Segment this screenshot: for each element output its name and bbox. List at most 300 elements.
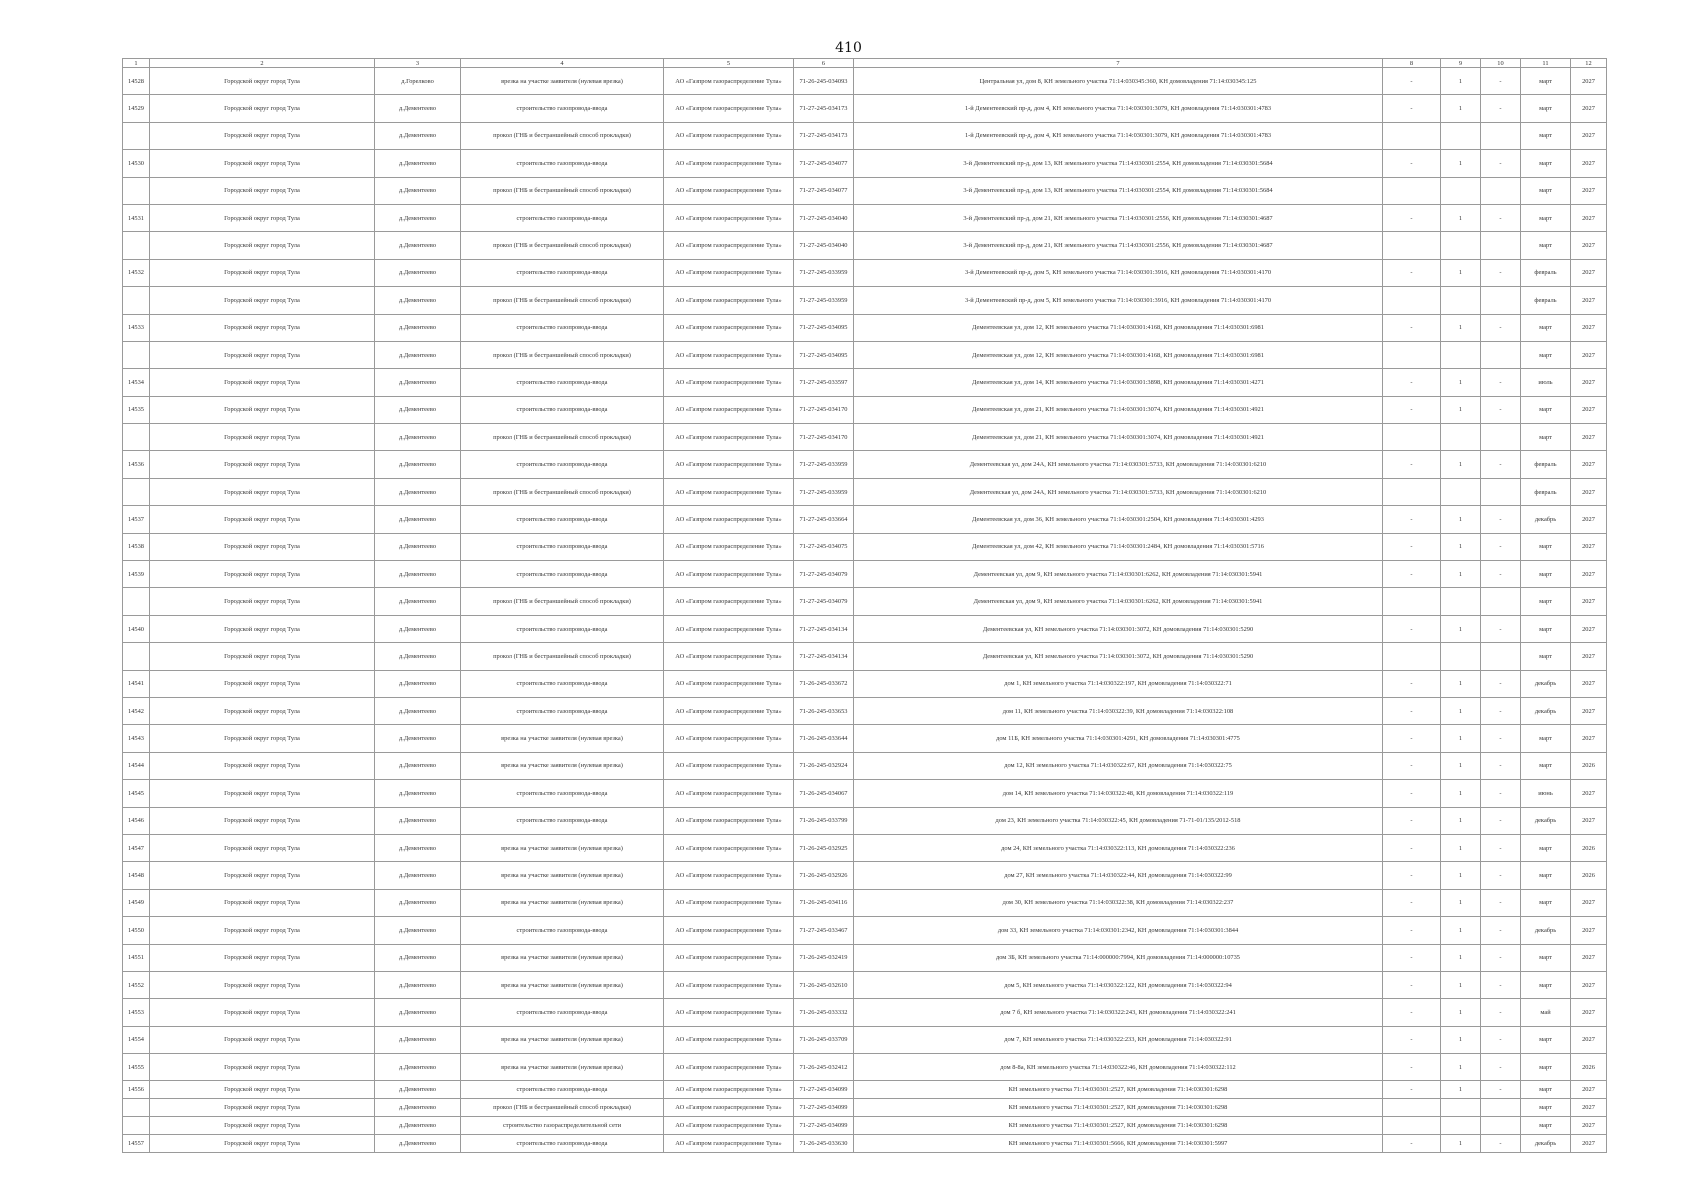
table-cell: Дементеевская ул, дом 21, КН земельного участка 71:14:030301:3074, КН домовладения 71:14:030301:4921 bbox=[854, 396, 1383, 423]
table-cell: Городской округ город Тула bbox=[150, 752, 375, 779]
table-cell bbox=[1383, 341, 1441, 368]
table-cell: - bbox=[1383, 725, 1441, 752]
table-cell: - bbox=[1481, 944, 1521, 971]
table-row bbox=[123, 1054, 1607, 1081]
table-cell: 71-26-245-034067 bbox=[794, 780, 854, 807]
table-row bbox=[123, 232, 1607, 259]
table-cell: 1-й Дементеевский пр-д, дом 4, КН земельного участка 71:14:030301:3079, КН домовладения 71:14:030301:4783 bbox=[854, 122, 1383, 149]
column-header: 5 bbox=[664, 59, 794, 68]
table-cell: 71-26-245-032924 bbox=[794, 752, 854, 779]
table-row bbox=[123, 588, 1607, 615]
table-cell: 2027 bbox=[1571, 506, 1607, 533]
table-cell: АО «Газпром газораспределение Тула» bbox=[664, 478, 794, 505]
table-cell: строительство газопровода-ввода bbox=[461, 259, 664, 286]
table-row bbox=[123, 971, 1607, 998]
table-cell bbox=[123, 643, 150, 670]
table-cell: дом 5, КН земельного участка 71:14:030322:122, КН домовладения 71:14:030322:94 bbox=[854, 971, 1383, 998]
table-cell: 14550 bbox=[123, 917, 150, 944]
table-cell: д.Дементеево bbox=[375, 122, 461, 149]
column-header: 11 bbox=[1521, 59, 1571, 68]
table-cell: - bbox=[1481, 1134, 1521, 1152]
table-row bbox=[123, 780, 1607, 807]
table-cell: 3-й Дементеевский пр-д, дом 5, КН земельного участка 71:14:030301:3916, КН домовладения 71:14:030301:4170 bbox=[854, 287, 1383, 314]
table-cell: 14534 bbox=[123, 369, 150, 396]
column-header: 6 bbox=[794, 59, 854, 68]
table-cell: прокол (ГНБ и бестраншейный способ прокладки) bbox=[461, 1099, 664, 1117]
table-cell: март bbox=[1521, 68, 1571, 95]
table-cell: АО «Газпром газораспределение Тула» bbox=[664, 944, 794, 971]
table-cell: февраль bbox=[1521, 259, 1571, 286]
table-cell: - bbox=[1383, 314, 1441, 341]
table-cell: строительство газопровода-ввода bbox=[461, 95, 664, 122]
header-row bbox=[123, 59, 1607, 68]
table-cell: 71-27-245-034079 bbox=[794, 561, 854, 588]
table-cell bbox=[1481, 478, 1521, 505]
table-cell: строительство газопровода-ввода bbox=[461, 917, 664, 944]
table-cell: 2027 bbox=[1571, 1117, 1607, 1135]
table-cell: 2026 bbox=[1571, 862, 1607, 889]
table-cell bbox=[1441, 1099, 1481, 1117]
table-cell: строительство газопровода-ввода bbox=[461, 204, 664, 231]
table-cell: врезка на участке заявителя (нулевая врезка) bbox=[461, 1054, 664, 1081]
table-cell: д.Дементеево bbox=[375, 697, 461, 724]
table-cell: декабрь bbox=[1521, 917, 1571, 944]
table-cell: д.Дементеево bbox=[375, 314, 461, 341]
table-cell: прокол (ГНБ и бестраншейный способ прокладки) bbox=[461, 287, 664, 314]
table-cell: - bbox=[1383, 95, 1441, 122]
table-cell: 71-27-245-034134 bbox=[794, 643, 854, 670]
table-cell: врезка на участке заявителя (нулевая врезка) bbox=[461, 725, 664, 752]
table-row bbox=[123, 1099, 1607, 1117]
table-cell bbox=[1481, 1099, 1521, 1117]
table-cell: 14556 bbox=[123, 1081, 150, 1099]
table-row bbox=[123, 944, 1607, 971]
table-cell: март bbox=[1521, 643, 1571, 670]
table-cell: 14551 bbox=[123, 944, 150, 971]
table-cell: врезка на участке заявителя (нулевая врезка) bbox=[461, 944, 664, 971]
table-cell: 71-27-245-034173 bbox=[794, 95, 854, 122]
table-cell: 1 bbox=[1441, 314, 1481, 341]
table-cell: АО «Газпром газораспределение Тула» bbox=[664, 122, 794, 149]
table-cell: 2027 bbox=[1571, 204, 1607, 231]
table-cell: - bbox=[1481, 95, 1521, 122]
table-cell: д.Дементеево bbox=[375, 424, 461, 451]
table-row bbox=[123, 506, 1607, 533]
table-cell: дом 1, КН земельного участка 71:14:030322:197, КН домовладения 71:14:030322:71 bbox=[854, 670, 1383, 697]
table-cell: 71-27-245-034170 bbox=[794, 424, 854, 451]
table-cell: - bbox=[1481, 971, 1521, 998]
table-cell: март bbox=[1521, 314, 1571, 341]
table-cell: АО «Газпром газораспределение Тула» bbox=[664, 999, 794, 1026]
table-cell: Дементеевская ул, дом 36, КН земельного участка 71:14:030301:2504, КН домовладения 71:14:030301:4293 bbox=[854, 506, 1383, 533]
table-cell: Городской округ город Тула bbox=[150, 834, 375, 861]
table-cell: - bbox=[1383, 204, 1441, 231]
table-cell: 71-27-245-034173 bbox=[794, 122, 854, 149]
table-cell: - bbox=[1383, 697, 1441, 724]
table-cell: 3-й Дементеевский пр-д, дом 13, КН земельного участка 71:14:030301:2554, КН домовладения 71:14:030301:5684 bbox=[854, 177, 1383, 204]
table-cell: АО «Газпром газораспределение Тула» bbox=[664, 971, 794, 998]
table-cell: - bbox=[1481, 1081, 1521, 1099]
table-row bbox=[123, 917, 1607, 944]
table-cell: 1 bbox=[1441, 834, 1481, 861]
table-cell: врезка на участке заявителя (нулевая врезка) bbox=[461, 834, 664, 861]
table-cell: Городской округ город Тула bbox=[150, 204, 375, 231]
table-cell: Городской округ город Тула bbox=[150, 999, 375, 1026]
table-cell: 71-26-245-033644 bbox=[794, 725, 854, 752]
table-cell: Дементеевская ул, дом 24А, КН земельного участка 71:14:030301:5733, КН домовладения 71:14:030301:6210 bbox=[854, 478, 1383, 505]
table-cell: 14554 bbox=[123, 1026, 150, 1053]
table-cell: - bbox=[1481, 1026, 1521, 1053]
table-cell: март bbox=[1521, 396, 1571, 423]
table-cell: АО «Газпром газораспределение Тула» bbox=[664, 1099, 794, 1117]
table-cell: строительство газопровода-ввода bbox=[461, 533, 664, 560]
table-cell: 14557 bbox=[123, 1134, 150, 1152]
table-row bbox=[123, 999, 1607, 1026]
table-cell: март bbox=[1521, 889, 1571, 916]
table-cell: Городской округ город Тула bbox=[150, 670, 375, 697]
table-row bbox=[123, 1134, 1607, 1152]
table-cell bbox=[123, 287, 150, 314]
table-cell: март bbox=[1521, 615, 1571, 642]
table-cell: АО «Газпром газораспределение Тула» bbox=[664, 95, 794, 122]
table-cell bbox=[1441, 341, 1481, 368]
table-cell: - bbox=[1481, 697, 1521, 724]
table-cell: 2027 bbox=[1571, 1081, 1607, 1099]
table-cell: АО «Газпром газораспределение Тула» bbox=[664, 1134, 794, 1152]
table-cell: дом 8-8а, КН земельного участка 71:14:030322:46, КН домовладения 71:14:030322:112 bbox=[854, 1054, 1383, 1081]
table-cell: 71-27-245-033664 bbox=[794, 506, 854, 533]
table-cell: Городской округ город Тула bbox=[150, 917, 375, 944]
table-cell: - bbox=[1383, 971, 1441, 998]
table-cell: АО «Газпром газораспределение Тула» bbox=[664, 259, 794, 286]
table-cell: 1 bbox=[1441, 862, 1481, 889]
table-cell: 14531 bbox=[123, 204, 150, 231]
table-cell: строительство газопровода-ввода bbox=[461, 615, 664, 642]
table-cell: д.Дементеево bbox=[375, 341, 461, 368]
table-cell: 2027 bbox=[1571, 314, 1607, 341]
table-cell: - bbox=[1481, 999, 1521, 1026]
table-cell: - bbox=[1481, 889, 1521, 916]
table-cell: март bbox=[1521, 150, 1571, 177]
table-cell: 14548 bbox=[123, 862, 150, 889]
table-cell: 2027 bbox=[1571, 478, 1607, 505]
table-cell: 14553 bbox=[123, 999, 150, 1026]
table-cell: АО «Газпром газораспределение Тула» bbox=[664, 725, 794, 752]
table-cell: прокол (ГНБ и бестраншейный способ прокладки) bbox=[461, 588, 664, 615]
table-cell bbox=[1441, 177, 1481, 204]
table-cell: 1 bbox=[1441, 1134, 1481, 1152]
table-cell: 3-й Дементеевский пр-д, дом 13, КН земельного участка 71:14:030301:2554, КН домовладения 71:14:030301:5684 bbox=[854, 150, 1383, 177]
table-row bbox=[123, 533, 1607, 560]
table-cell: 2027 bbox=[1571, 369, 1607, 396]
table-cell: Городской округ город Тула bbox=[150, 1054, 375, 1081]
table-row bbox=[123, 834, 1607, 861]
column-header: 3 bbox=[375, 59, 461, 68]
table-cell: Городской округ город Тула bbox=[150, 862, 375, 889]
table-cell: 71-27-245-033597 bbox=[794, 369, 854, 396]
table-cell: март bbox=[1521, 341, 1571, 368]
table-cell: март bbox=[1521, 725, 1571, 752]
table-cell: - bbox=[1383, 889, 1441, 916]
table-cell: - bbox=[1481, 561, 1521, 588]
table-cell bbox=[1481, 122, 1521, 149]
table-row bbox=[123, 204, 1607, 231]
table-cell: Центральная ул, дом 8, КН земельного участка 71:14:030345:360, КН домовладения 71:14:030345:125 bbox=[854, 68, 1383, 95]
table-cell: дом 30, КН земельного участка 71:14:030322:38, КН домовладения 71:14:030322:237 bbox=[854, 889, 1383, 916]
table-cell: 2027 bbox=[1571, 177, 1607, 204]
table-cell: Дементеевская ул, дом 24А, КН земельного участка 71:14:030301:5733, КН домовладения 71:14:030301:6210 bbox=[854, 451, 1383, 478]
table-cell bbox=[1383, 177, 1441, 204]
table-cell bbox=[1441, 643, 1481, 670]
table-cell: строительство газопровода-ввода bbox=[461, 396, 664, 423]
table-cell: Городской округ город Тула bbox=[150, 561, 375, 588]
table-cell: строительство газопровода-ввода bbox=[461, 314, 664, 341]
table-row bbox=[123, 341, 1607, 368]
table-cell: Городской округ город Тула bbox=[150, 971, 375, 998]
table-row bbox=[123, 725, 1607, 752]
table-cell: 71-27-245-034095 bbox=[794, 314, 854, 341]
table-cell: д.Горелково bbox=[375, 68, 461, 95]
table-cell: д.Дементеево bbox=[375, 834, 461, 861]
page-number: 410 bbox=[835, 40, 862, 56]
table-cell: 3-й Дементеевский пр-д, дом 5, КН земельного участка 71:14:030301:3916, КН домовладения 71:14:030301:4170 bbox=[854, 259, 1383, 286]
table-row bbox=[123, 478, 1607, 505]
table-row bbox=[123, 670, 1607, 697]
table-cell bbox=[1383, 122, 1441, 149]
table-cell bbox=[1383, 424, 1441, 451]
table-cell: 71-27-245-034170 bbox=[794, 396, 854, 423]
table-row bbox=[123, 150, 1607, 177]
table-cell: 1 bbox=[1441, 396, 1481, 423]
table-cell: 1 bbox=[1441, 917, 1481, 944]
table-row bbox=[123, 259, 1607, 286]
table-cell: 71-26-245-033709 bbox=[794, 1026, 854, 1053]
table-cell: март bbox=[1521, 588, 1571, 615]
table-cell bbox=[1383, 588, 1441, 615]
table-cell: 14539 bbox=[123, 561, 150, 588]
table-cell: д.Дементеево bbox=[375, 917, 461, 944]
table-cell: 14538 bbox=[123, 533, 150, 560]
table-cell: - bbox=[1383, 1134, 1441, 1152]
table-cell: - bbox=[1383, 1054, 1441, 1081]
table-cell: 14541 bbox=[123, 670, 150, 697]
table-cell: АО «Газпром газораспределение Тула» bbox=[664, 68, 794, 95]
table-cell: 1 bbox=[1441, 561, 1481, 588]
table-cell: 2027 bbox=[1571, 68, 1607, 95]
table-cell: 14530 bbox=[123, 150, 150, 177]
table-cell: прокол (ГНБ и бестраншейный способ прокладки) bbox=[461, 122, 664, 149]
table-row bbox=[123, 68, 1607, 95]
table-row bbox=[123, 561, 1607, 588]
table-cell: 71-27-245-034077 bbox=[794, 177, 854, 204]
table-cell: 2027 bbox=[1571, 1134, 1607, 1152]
table-cell: 71-27-245-034134 bbox=[794, 615, 854, 642]
table-cell: - bbox=[1481, 780, 1521, 807]
table-cell: д.Дементеево bbox=[375, 588, 461, 615]
table-cell: - bbox=[1383, 506, 1441, 533]
table-cell bbox=[123, 341, 150, 368]
table-cell bbox=[1441, 122, 1481, 149]
table-cell: - bbox=[1383, 670, 1441, 697]
table-cell: 71-26-245-033630 bbox=[794, 1134, 854, 1152]
table-cell: март bbox=[1521, 204, 1571, 231]
table-cell: 2027 bbox=[1571, 780, 1607, 807]
table-cell bbox=[1481, 643, 1521, 670]
table-cell: дом 14, КН земельного участка 71:14:030322:48, КН домовладения 71:14:030322:119 bbox=[854, 780, 1383, 807]
table-cell: Городской округ город Тула bbox=[150, 807, 375, 834]
table-cell: 14536 bbox=[123, 451, 150, 478]
table-cell: 2027 bbox=[1571, 1026, 1607, 1053]
table-cell: 14543 bbox=[123, 725, 150, 752]
table-cell bbox=[1481, 588, 1521, 615]
table-cell: декабрь bbox=[1521, 1134, 1571, 1152]
table-cell: 1 bbox=[1441, 725, 1481, 752]
table-cell: Городской округ город Тула bbox=[150, 588, 375, 615]
table-cell bbox=[1441, 232, 1481, 259]
table-cell: декабрь bbox=[1521, 697, 1571, 724]
table-cell: д.Дементеево bbox=[375, 177, 461, 204]
table-cell: 3-й Дементеевский пр-д, дом 21, КН земельного участка 71:14:030301:2556, КН домовладения 71:14:030301:4687 bbox=[854, 204, 1383, 231]
table-cell: 14555 bbox=[123, 1054, 150, 1081]
table-cell bbox=[1383, 287, 1441, 314]
table-cell: 14528 bbox=[123, 68, 150, 95]
table-cell: Дементеевская ул, дом 12, КН земельного участка 71:14:030301:4168, КН домовладения 71:14:030301:6981 bbox=[854, 314, 1383, 341]
table-cell: Городской округ город Тула bbox=[150, 1081, 375, 1099]
table-cell: АО «Газпром газораспределение Тула» bbox=[664, 232, 794, 259]
table-cell: Городской округ город Тула bbox=[150, 889, 375, 916]
table-cell: декабрь bbox=[1521, 506, 1571, 533]
table-cell: март bbox=[1521, 1099, 1571, 1117]
table-cell: 2027 bbox=[1571, 588, 1607, 615]
table-cell: 2027 bbox=[1571, 1099, 1607, 1117]
column-header: 8 bbox=[1383, 59, 1441, 68]
table-cell bbox=[1441, 287, 1481, 314]
table-cell: КН земельного участка 71:14:030301:2527, КН домовладения 71:14:030301:6298 bbox=[854, 1117, 1383, 1135]
table-cell: май bbox=[1521, 999, 1571, 1026]
table-row bbox=[123, 889, 1607, 916]
table-cell: 71-27-245-034099 bbox=[794, 1117, 854, 1135]
table-cell: д.Дементеево bbox=[375, 1134, 461, 1152]
table-cell: д.Дементеево bbox=[375, 725, 461, 752]
table-cell: 71-27-245-034040 bbox=[794, 232, 854, 259]
table-cell: д.Дементеево bbox=[375, 150, 461, 177]
table-cell: д.Дементеево bbox=[375, 1117, 461, 1135]
table-cell: д.Дементеево bbox=[375, 369, 461, 396]
table-cell: 1 bbox=[1441, 1026, 1481, 1053]
table-cell: д.Дементеево bbox=[375, 533, 461, 560]
table-cell: 2027 bbox=[1571, 287, 1607, 314]
table-cell: 1 bbox=[1441, 807, 1481, 834]
table-row bbox=[123, 396, 1607, 423]
table-cell: 71-26-245-033332 bbox=[794, 999, 854, 1026]
table-cell: 1 bbox=[1441, 697, 1481, 724]
table-cell: - bbox=[1383, 68, 1441, 95]
table-cell bbox=[1481, 232, 1521, 259]
table-cell: 1 bbox=[1441, 369, 1481, 396]
table-cell: АО «Газпром газораспределение Тула» bbox=[664, 643, 794, 670]
table-cell: врезка на участке заявителя (нулевая врезка) bbox=[461, 862, 664, 889]
table-cell bbox=[123, 1099, 150, 1117]
table-cell: д.Дементеево bbox=[375, 1099, 461, 1117]
table-cell: 71-26-245-032925 bbox=[794, 834, 854, 861]
table-row bbox=[123, 807, 1607, 834]
table-cell: д.Дементеево bbox=[375, 506, 461, 533]
table-cell: прокол (ГНБ и бестраншейный способ прокладки) bbox=[461, 424, 664, 451]
table-cell: 2027 bbox=[1571, 917, 1607, 944]
table-cell: АО «Газпром газораспределение Тула» bbox=[664, 341, 794, 368]
table-cell: врезка на участке заявителя (нулевая врезка) bbox=[461, 971, 664, 998]
table-cell: Городской округ город Тула bbox=[150, 424, 375, 451]
table-cell: строительство газопровода-ввода bbox=[461, 369, 664, 396]
table-cell: Городской округ город Тула bbox=[150, 1117, 375, 1135]
table-cell: - bbox=[1481, 752, 1521, 779]
table-cell: - bbox=[1481, 670, 1521, 697]
table-cell: - bbox=[1481, 314, 1521, 341]
table-cell: Городской округ город Тула bbox=[150, 369, 375, 396]
table-cell bbox=[123, 232, 150, 259]
table-cell: 2027 bbox=[1571, 889, 1607, 916]
table-cell: 2027 bbox=[1571, 999, 1607, 1026]
table-cell: 71-26-245-033672 bbox=[794, 670, 854, 697]
table-cell: д.Дементеево bbox=[375, 561, 461, 588]
table-cell: - bbox=[1481, 451, 1521, 478]
table-cell: АО «Газпром газораспределение Тула» bbox=[664, 752, 794, 779]
table-cell: 2027 bbox=[1571, 643, 1607, 670]
table-cell: март bbox=[1521, 177, 1571, 204]
table-cell: - bbox=[1383, 561, 1441, 588]
table-cell: 1 bbox=[1441, 533, 1481, 560]
table-cell: 2026 bbox=[1571, 752, 1607, 779]
table-row bbox=[123, 314, 1607, 341]
table-cell: 1 bbox=[1441, 259, 1481, 286]
table-cell: 71-27-245-033959 bbox=[794, 478, 854, 505]
table-cell: март bbox=[1521, 424, 1571, 451]
table-cell: строительство газопровода-ввода bbox=[461, 506, 664, 533]
table-cell: д.Дементеево bbox=[375, 396, 461, 423]
table-cell: 1-й Дементеевский пр-д, дом 4, КН земельного участка 71:14:030301:3079, КН домовладения 71:14:030301:4783 bbox=[854, 95, 1383, 122]
table-cell: 14546 bbox=[123, 807, 150, 834]
table-cell: - bbox=[1481, 862, 1521, 889]
table-cell: дом 33, КН земельного участка 71:14:030301:2342, КН домовладения 71:14:030301:3844 bbox=[854, 917, 1383, 944]
column-header: 10 bbox=[1481, 59, 1521, 68]
table-cell: АО «Газпром газораспределение Тула» bbox=[664, 834, 794, 861]
table-cell: АО «Газпром газораспределение Тула» bbox=[664, 588, 794, 615]
table-cell: 71-26-245-034093 bbox=[794, 68, 854, 95]
table-cell: 71-26-245-032926 bbox=[794, 862, 854, 889]
table-cell: 71-27-245-034079 bbox=[794, 588, 854, 615]
table-cell bbox=[1481, 1117, 1521, 1135]
table-row bbox=[123, 697, 1607, 724]
table-cell: дом 7, КН земельного участка 71:14:030322:233, КН домовладения 71:14:030322:91 bbox=[854, 1026, 1383, 1053]
table-cell: 2027 bbox=[1571, 971, 1607, 998]
table-cell: март bbox=[1521, 1026, 1571, 1053]
column-header: 1 bbox=[123, 59, 150, 68]
table-cell: АО «Газпром газораспределение Тула» bbox=[664, 1026, 794, 1053]
table-cell: д.Дементеево bbox=[375, 807, 461, 834]
table-cell: 71-26-245-034116 bbox=[794, 889, 854, 916]
table-cell: март bbox=[1521, 1081, 1571, 1099]
table-cell: - bbox=[1383, 396, 1441, 423]
table-cell: дом 27, КН земельного участка 71:14:030322:44, КН домовладения 71:14:030322:99 bbox=[854, 862, 1383, 889]
table-cell: АО «Газпром газораспределение Тула» bbox=[664, 862, 794, 889]
table-cell bbox=[123, 1117, 150, 1135]
table-cell: АО «Газпром газораспределение Тула» bbox=[664, 369, 794, 396]
table-cell: Городской округ город Тула bbox=[150, 780, 375, 807]
table-cell: 1 bbox=[1441, 95, 1481, 122]
table-cell: д.Дементеево bbox=[375, 287, 461, 314]
table-cell: март bbox=[1521, 561, 1571, 588]
table-cell: 14535 bbox=[123, 396, 150, 423]
